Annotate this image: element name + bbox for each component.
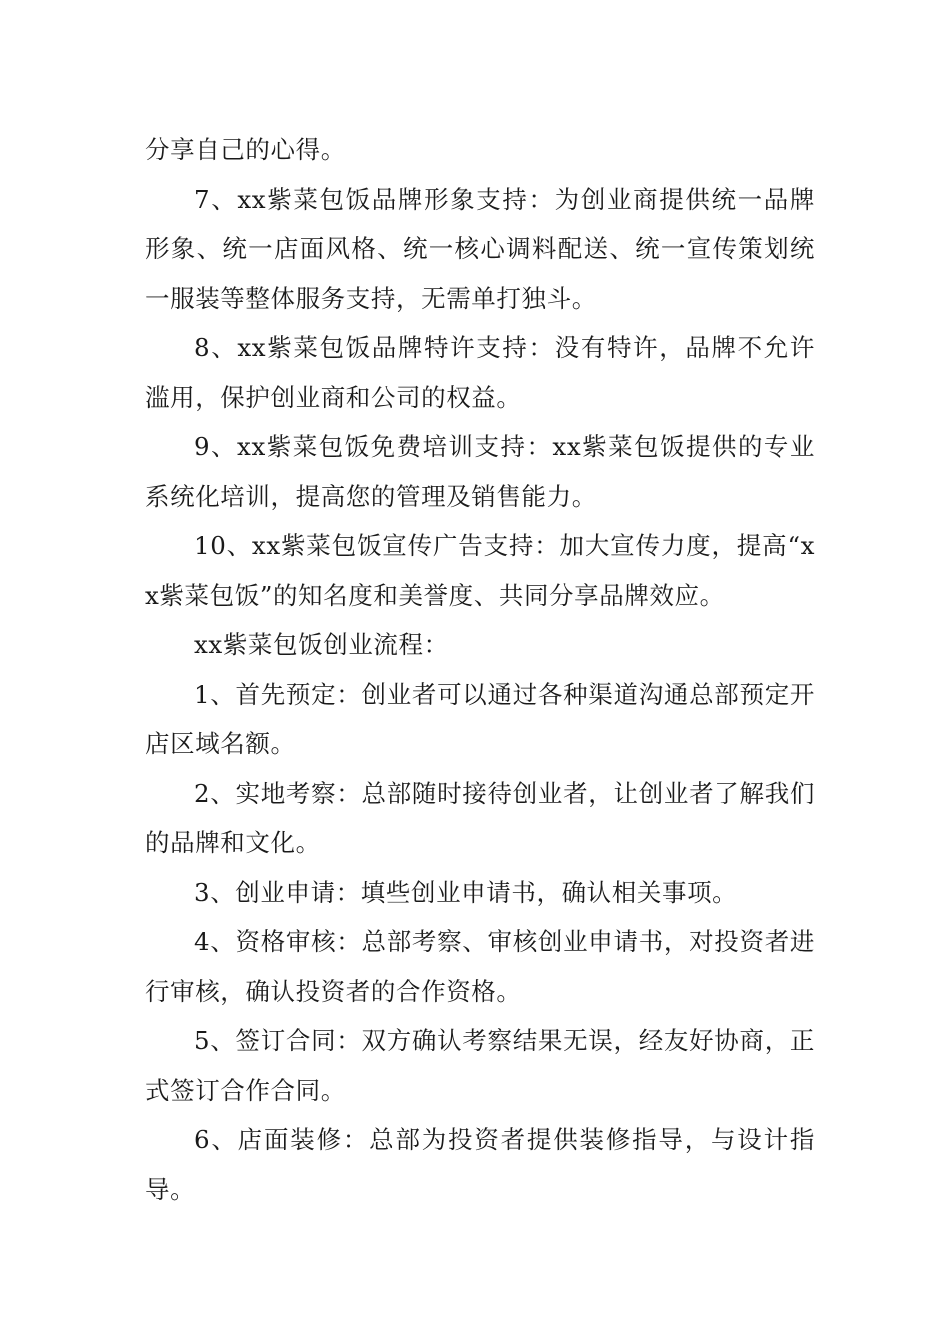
paragraph: 8、xx紫菜包饭品牌特许支持：没有特许，品牌不允许滥用，保护创业商和公司的权益。 bbox=[145, 333, 815, 412]
paragraph: 4、资格审核：总部考察、审核创业申请书，对投资者进行审核，确认投资者的合作资格。 bbox=[145, 927, 815, 1006]
paragraph: 1、首先预定：创业者可以通过各种渠道沟通总部预定开店区域名额。 bbox=[145, 679, 815, 758]
paragraph: 6、店面装修：总部为投资者提供装修指导，与设计指导。 bbox=[145, 1125, 815, 1204]
document-body bbox=[145, 125, 815, 1214]
paragraph: 5、签订合同：双方确认考察结果无误，经友好协商，正式签订合作合同。 bbox=[145, 1026, 815, 1105]
paragraph: 3、创业申请：填些创业申请书，确认相关事项。 bbox=[194, 877, 738, 907]
paragraph: 10、xx紫菜包饭宣传广告支持：加大宣传力度，提高“xx紫菜包饭”的知名度和美誉度、共同分享品牌效应。 bbox=[145, 531, 815, 610]
paragraph: 分享自己的心得。 bbox=[145, 135, 346, 164]
paragraph: 7、xx紫菜包饭品牌形象支持：为创业商提供统一品牌形象、统一店面风格、统一核心调料配送、统一宣传策划统一服装等整体服务支持，无需单打独斗。 bbox=[145, 184, 815, 313]
paragraph: xx紫菜包饭创业流程： bbox=[194, 630, 449, 659]
paragraph: 2、实地考察：总部随时接待创业者，让创业者了解我们的品牌和文化。 bbox=[145, 778, 815, 857]
paragraph: 9、xx紫菜包饭免费培训支持：xx紫菜包饭提供的专业系统化培训，提高您的管理及销售能力。 bbox=[145, 432, 815, 511]
